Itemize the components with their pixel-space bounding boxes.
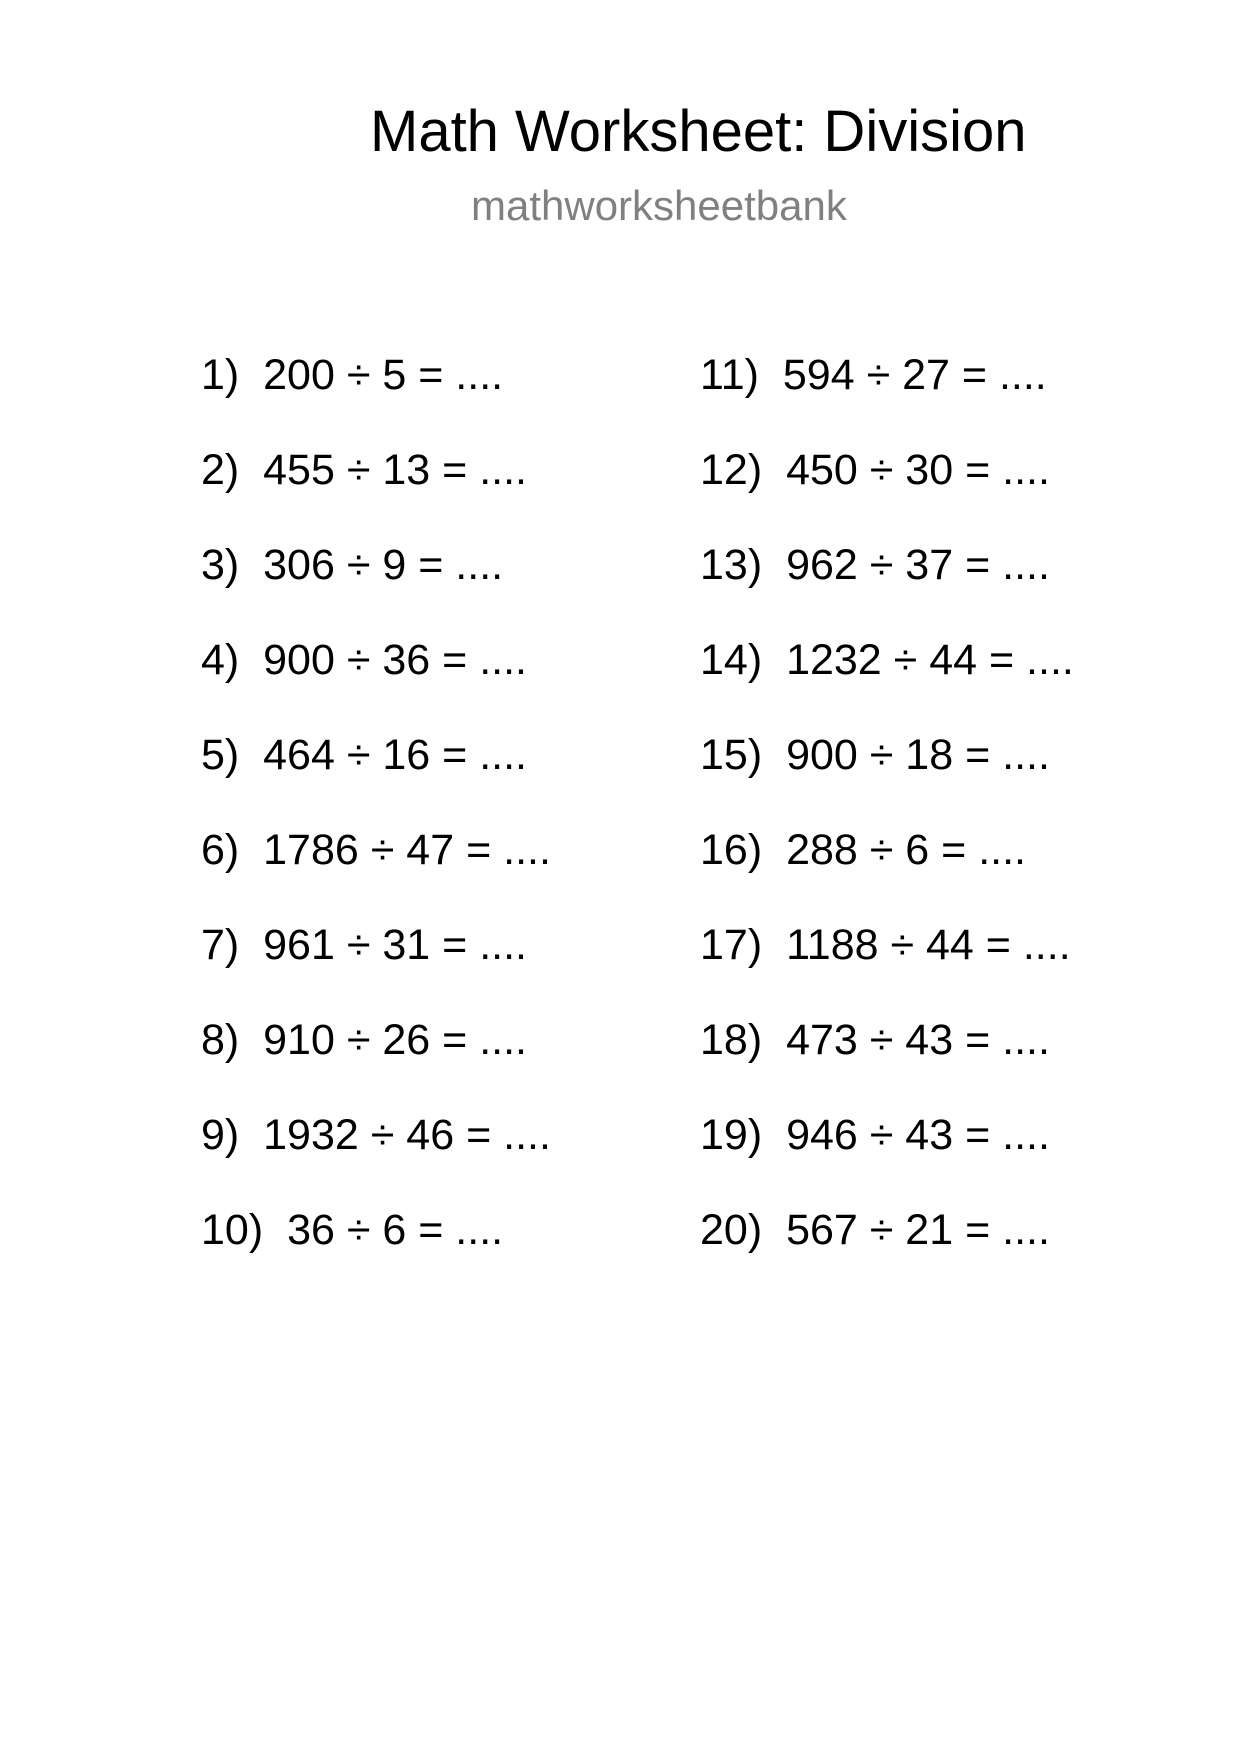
worksheet-title: Math Worksheet: Division xyxy=(370,99,1027,164)
problem-number: 14) xyxy=(700,636,763,684)
problem-number: 9) xyxy=(201,1111,240,1159)
problem-9 xyxy=(201,1110,551,1205)
problem-number: 2) xyxy=(201,446,240,494)
problem-number: 11) xyxy=(700,351,759,399)
problem-number: 18) xyxy=(700,1016,763,1064)
problem-expression: 1232 ÷ 44 = .... xyxy=(786,636,1074,684)
problem-expression: 946 ÷ 43 = .... xyxy=(786,1111,1050,1159)
problem-13 xyxy=(700,540,1074,635)
problem-5 xyxy=(201,730,551,825)
problem-number: 7) xyxy=(201,921,240,969)
problem-number: 1) xyxy=(201,351,240,399)
problem-15 xyxy=(700,730,1074,825)
problem-expression: 464 ÷ 16 = .... xyxy=(263,731,527,779)
problem-1 xyxy=(201,350,551,445)
problem-number: 19) xyxy=(700,1111,763,1159)
problem-number: 10) xyxy=(201,1206,264,1254)
problem-expression: 900 ÷ 18 = .... xyxy=(786,731,1050,779)
problem-expression: 1188 ÷ 44 = .... xyxy=(786,921,1071,969)
problem-expression: 900 ÷ 36 = .... xyxy=(263,636,527,684)
problem-7 xyxy=(201,920,551,1015)
problems-left-column xyxy=(201,350,551,1300)
problem-expression: 594 ÷ 27 = .... xyxy=(782,351,1047,399)
problem-2 xyxy=(201,445,551,540)
problem-expression: 200 ÷ 5 = .... xyxy=(263,351,504,399)
problem-19 xyxy=(700,1110,1074,1205)
problem-12 xyxy=(700,445,1074,540)
problem-number: 13) xyxy=(700,541,763,589)
problem-3 xyxy=(201,540,551,635)
problem-number: 12) xyxy=(700,446,763,494)
problem-number: 4) xyxy=(201,636,240,684)
problem-4 xyxy=(201,635,551,730)
problem-number: 17) xyxy=(700,921,763,969)
problem-17 xyxy=(700,920,1074,1015)
problem-8 xyxy=(201,1015,551,1110)
problem-expression: 455 ÷ 13 = .... xyxy=(263,446,527,494)
problem-expression: 961 ÷ 31 = .... xyxy=(263,921,527,969)
problem-number: 8) xyxy=(201,1016,240,1064)
problem-16 xyxy=(700,825,1074,920)
worksheet-subtitle: mathworksheetbank xyxy=(471,182,847,229)
problem-14 xyxy=(700,635,1074,730)
problem-18 xyxy=(700,1015,1074,1110)
problem-expression: 473 ÷ 43 = .... xyxy=(786,1016,1050,1064)
problem-expression: 567 ÷ 21 = .... xyxy=(786,1206,1050,1254)
problem-number: 6) xyxy=(201,826,240,874)
problem-6 xyxy=(201,825,551,920)
problem-number: 16) xyxy=(700,826,763,874)
problem-number: 5) xyxy=(201,731,240,779)
problem-expression: 288 ÷ 6 = .... xyxy=(786,826,1027,874)
problem-number: 15) xyxy=(700,731,763,779)
problem-20 xyxy=(700,1205,1074,1300)
problems-right-column xyxy=(700,350,1074,1300)
problem-number: 3) xyxy=(201,541,240,589)
problem-10 xyxy=(201,1205,551,1300)
problem-expression: 36 ÷ 6 = .... xyxy=(287,1206,504,1254)
problem-expression: 306 ÷ 9 = .... xyxy=(263,541,504,589)
problem-expression: 910 ÷ 26 = .... xyxy=(263,1016,527,1064)
problem-expression: 1932 ÷ 46 = .... xyxy=(263,1111,551,1159)
problem-11 xyxy=(700,350,1074,445)
problem-expression: 1786 ÷ 47 = .... xyxy=(263,826,551,874)
problem-expression: 962 ÷ 37 = .... xyxy=(786,541,1050,589)
problem-expression: 450 ÷ 30 = .... xyxy=(786,446,1050,494)
problem-number: 20) xyxy=(700,1206,763,1254)
